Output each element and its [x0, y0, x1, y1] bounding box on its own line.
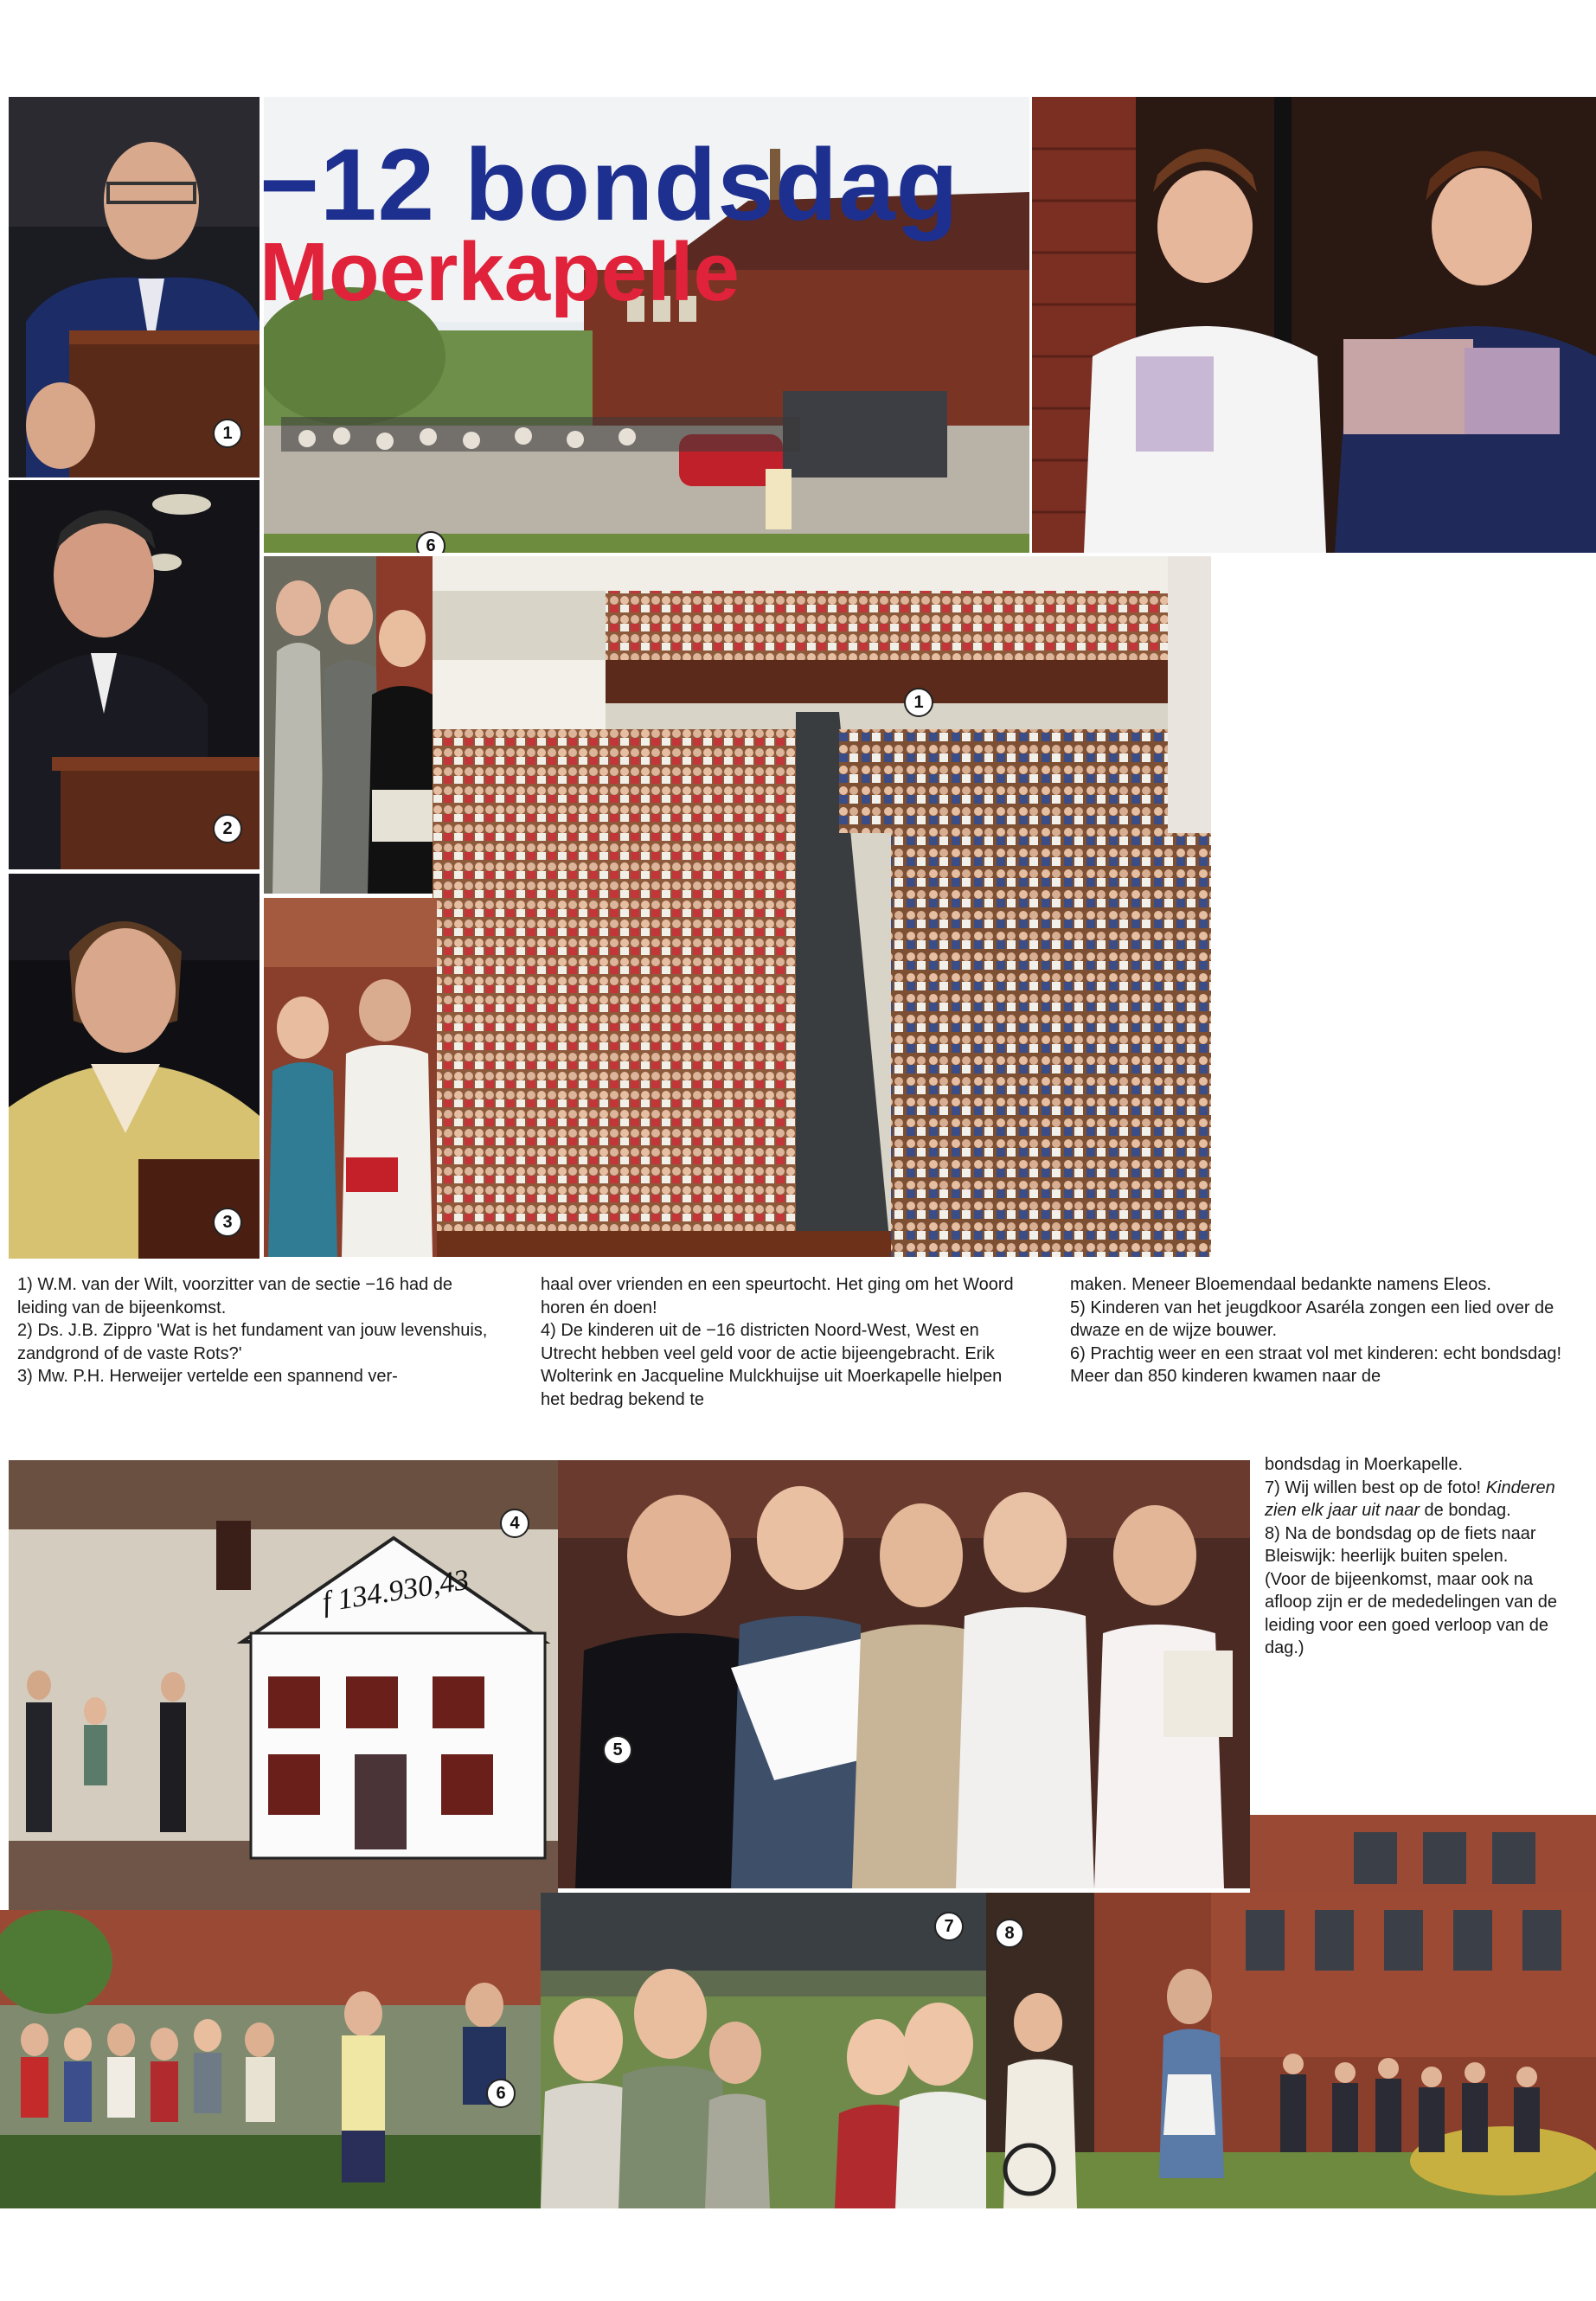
title-line-2: Moerkapelle — [260, 226, 740, 318]
photo-7-girls-with-folders — [1032, 97, 1596, 553]
photo-number-badge: 5 — [603, 1735, 632, 1765]
photo-number-badge: 7 — [934, 1912, 964, 1941]
caption-column-2 — [541, 1273, 1025, 1411]
caption-4-continued: maken. Meneer Bloemendaal bedankte namens Eleos. — [1070, 1275, 1491, 1294]
photo-1-speaker-chairman — [9, 97, 260, 478]
photo-5-youth-choir — [558, 1460, 1250, 1888]
caption-6: 6) Prachtig weer en een straat vol met kinderen: echt bondsdag! Meer dan 850 kinderen kwamen naar de — [1070, 1343, 1562, 1386]
caption-column-4 — [1265, 1453, 1559, 1660]
caption-3-continued: haal over vrienden en een speurtocht. Het ging om het Woord horen én doen! — [541, 1275, 1014, 1317]
caption-5: 5) Kinderen van het jeugdkoor Asaréla zongen een lied over de dwaze en de wijze bouwer. — [1070, 1298, 1554, 1340]
caption-column-1 — [17, 1273, 489, 1388]
caption-7-start: 7) Wij willen best op de foto! — [1265, 1477, 1482, 1497]
cheque-amount: f 134.930,43 — [320, 1563, 471, 1619]
title-line-1: −12 bondsdag — [260, 128, 959, 242]
caption-1: 1) W.M. van der Wilt, voorzitter van de sectie −16 had de leiding van de bijeenkomst. — [17, 1275, 453, 1317]
photo-8-bicycles — [986, 1893, 1596, 2208]
photo-number-badge: 6 — [486, 2079, 516, 2108]
photo-number-badge: 3 — [213, 1208, 242, 1237]
photo-3-mrs-herweijer — [9, 874, 260, 1259]
caption-8: 8) Na de bondsdag op de fiets naar Bleiswijk: heerlijk buiten spelen. — [1265, 1523, 1536, 1566]
photo-number-badge: 4 — [500, 1509, 529, 1538]
photo-children-queue — [264, 556, 437, 894]
caption-7-italic: Kinderen zien elk jaar uit naar — [1265, 1477, 1555, 1520]
caption-note: (Voor de bijeenkomst, maar ook na afloop zijn er de mededelingen van de leiding voor een goed verloop van de dag.) — [1265, 1569, 1558, 1657]
photo-number-badge: 6 — [416, 531, 445, 553]
caption-column-3 — [1070, 1273, 1563, 1388]
photo-4-cheque-house — [9, 1460, 558, 1910]
caption-7 — [1265, 1477, 1559, 1522]
photo-number-badge: 1 — [213, 419, 242, 448]
photo-number-badge: 2 — [213, 814, 242, 843]
caption-6-continued: bondsdag in Moerkapelle. — [1265, 1455, 1464, 1474]
photo-children-entrance — [264, 898, 437, 1257]
page-title — [260, 128, 959, 318]
photo-2-rev-zippro — [9, 480, 260, 869]
caption-3: 3) Mw. P.H. Herweijer vertelde een spannend ver- — [17, 1367, 398, 1386]
photo-7-girls-smiling — [541, 1893, 986, 2208]
photo-hall-audience — [433, 556, 1211, 1257]
photo-number-badge: 8 — [995, 1919, 1024, 1948]
caption-2: 2) Ds. J.B. Zippro 'Wat is het fundament van jouw levenshuis, zandgrond of de vaste Rots?' — [17, 1321, 488, 1363]
caption-4: 4) De kinderen uit de −16 districten Noord-West, West en Utrecht hebben veel geld voor de actie bijeengebracht. Erik Wolterink en Jacqueline Mulckhuijse uit Moerkapelle hielpen het bedrag bekend te — [541, 1321, 1003, 1409]
caption-7-end: de bondag. — [1424, 1501, 1511, 1520]
photo-number-badge: 1 — [904, 688, 933, 717]
photo-6-street-children — [0, 1910, 554, 2208]
